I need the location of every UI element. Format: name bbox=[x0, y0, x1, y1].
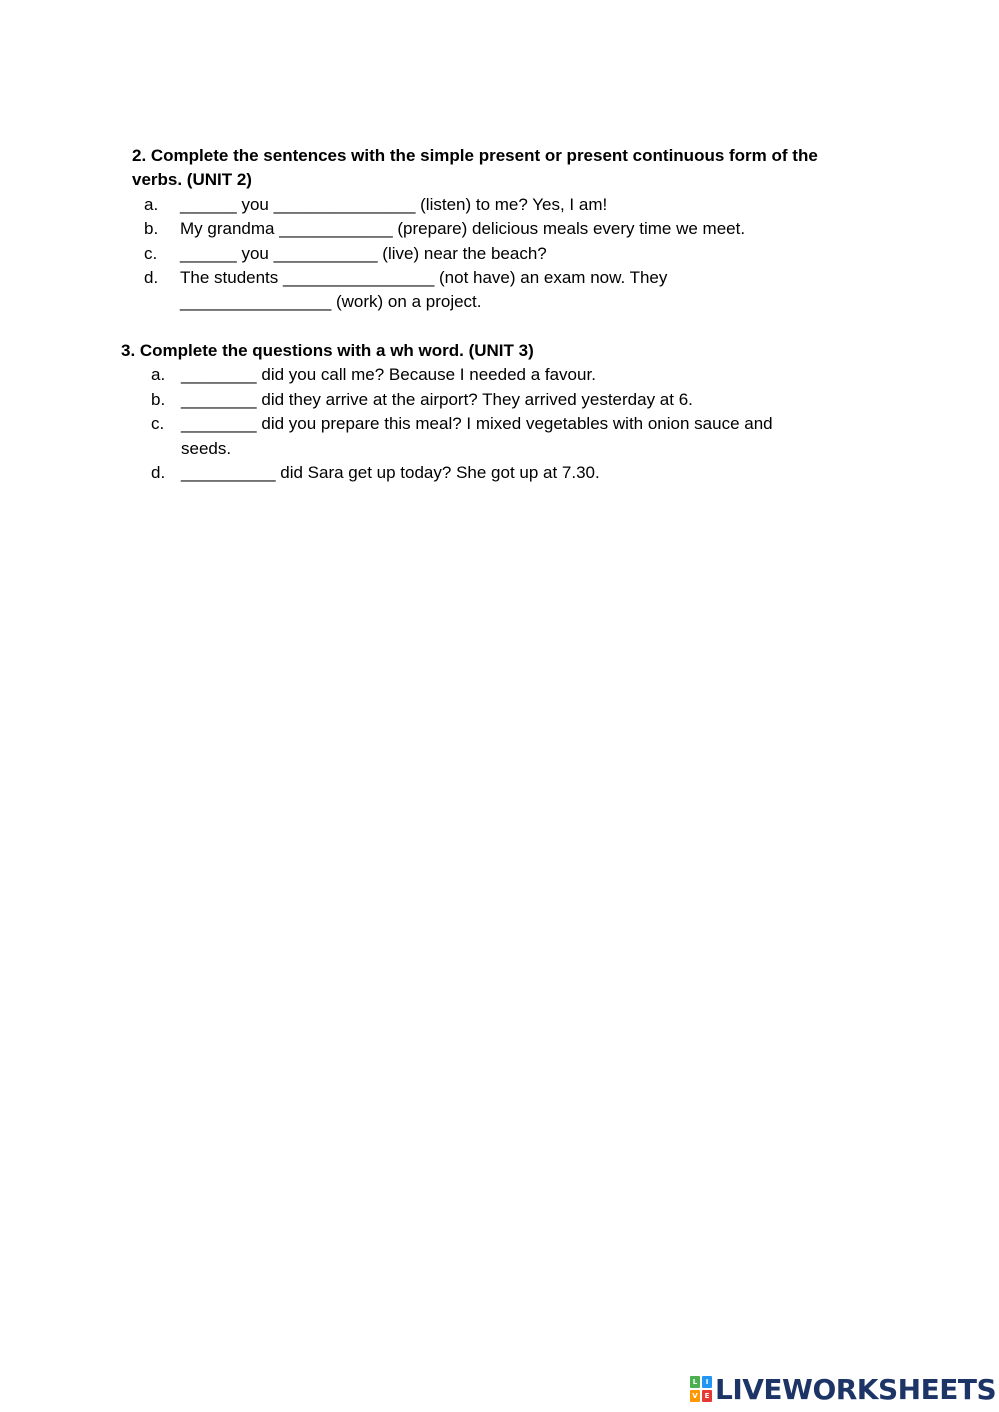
exercise-2-title-line1: 2. Complete the sentences with the simple present or present continuous form of the bbox=[132, 146, 818, 165]
list-item bbox=[121, 363, 861, 387]
item-text-line2: seeds. bbox=[181, 438, 232, 458]
item-text-line1: The students ________________ (not have) an exam now. They bbox=[180, 268, 668, 288]
logo-tile: I bbox=[702, 1376, 712, 1388]
logo-tile: V bbox=[690, 1390, 700, 1402]
list-item bbox=[132, 217, 892, 241]
list-item bbox=[121, 388, 861, 412]
item-letter: c. bbox=[144, 243, 158, 263]
exercise-3-list bbox=[121, 363, 861, 485]
exercise-3-title: 3. Complete the questions with a wh word. (UNIT 3) bbox=[121, 341, 534, 360]
liveworksheets-brand[interactable] bbox=[690, 1372, 996, 1406]
brand-name: LIVEWORKSHEETS bbox=[715, 1372, 997, 1406]
item-text-line2: ________________ (work) on a project. bbox=[180, 292, 482, 312]
list-item bbox=[132, 266, 892, 315]
item-text: ________ did you call me? Because I needed a favour. bbox=[181, 365, 596, 385]
exercise-2 bbox=[132, 144, 892, 315]
list-item bbox=[132, 242, 892, 266]
item-text-line1: ________ did you prepare this meal? I mixed vegetables with onion sauce and bbox=[181, 414, 773, 434]
item-text: ______ you _______________ (listen) to me? Yes, I am! bbox=[180, 194, 608, 214]
list-item bbox=[132, 193, 892, 217]
item-letter: a. bbox=[144, 194, 159, 214]
item-letter: b. bbox=[144, 219, 159, 239]
exercise-3 bbox=[121, 339, 861, 485]
logo-tile: L bbox=[690, 1376, 700, 1388]
item-letter: c. bbox=[151, 414, 165, 434]
item-text: My grandma ____________ (prepare) delicious meals every time we meet. bbox=[180, 219, 746, 239]
logo-tile: E bbox=[702, 1390, 712, 1402]
item-letter: d. bbox=[144, 268, 159, 288]
item-text: ______ you ___________ (live) near the beach? bbox=[180, 243, 547, 263]
item-letter: a. bbox=[151, 365, 166, 385]
item-letter: d. bbox=[151, 463, 166, 483]
item-text: __________ did Sara get up today? She got up at 7.30. bbox=[181, 463, 600, 483]
exercise-2-title-line2: verbs. (UNIT 2) bbox=[132, 170, 252, 190]
exercise-2-list bbox=[132, 193, 892, 315]
item-letter: b. bbox=[151, 389, 166, 409]
list-item bbox=[121, 412, 861, 461]
exercise-2-title bbox=[132, 144, 892, 193]
list-item bbox=[121, 461, 861, 485]
item-text: ________ did they arrive at the airport? They arrived yesterday at 6. bbox=[181, 389, 693, 409]
liveworksheets-logo-icon bbox=[690, 1376, 712, 1402]
